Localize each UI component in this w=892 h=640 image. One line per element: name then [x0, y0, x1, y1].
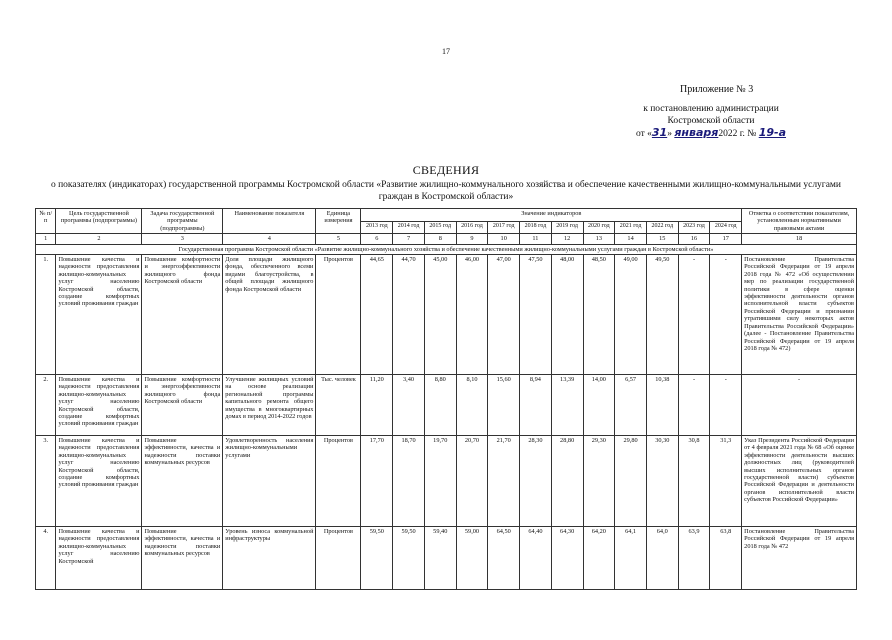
- decree-line-2: Костромской области: [667, 116, 755, 126]
- row-value: 8,10: [456, 375, 488, 436]
- decree-number: 19-а: [758, 126, 786, 139]
- row-value: 46,00: [456, 255, 488, 375]
- column-index: 2: [56, 234, 142, 244]
- column-index: 1: [36, 234, 56, 244]
- decree-month: января: [674, 126, 719, 139]
- row-unit: Тыс. человек: [316, 375, 361, 436]
- appendix-title: Приложение № 3: [680, 84, 754, 95]
- row-value: 17,70: [361, 436, 393, 527]
- column-index: 17: [710, 234, 742, 244]
- row-value: 59,00: [456, 527, 488, 590]
- row-goal: Повышение качества и надежности предоставления жилищно-коммунальных услуг населению Костромской: [56, 527, 142, 590]
- header-year: 2016 год: [456, 221, 488, 233]
- row-legal: Указ Президента Российской Федерации от 4 февраля 2021 года № 68 «Об оценке эффективности деятельности высших должностных лиц (руководителей высших исполнительных органов государственной власти) субъектов Российской Федерации и деятельности органов исполнительной власти субъектов Российской Федерации»: [742, 436, 857, 527]
- table-row: [36, 375, 857, 436]
- header-year: 2014 год: [393, 221, 425, 233]
- row-value: 48,50: [583, 255, 615, 375]
- decree-line-1: к постановлению администрации: [643, 104, 779, 114]
- row-unit: Процентов: [316, 255, 361, 375]
- decree-date-prefix: от «: [635, 129, 652, 139]
- row-num: 4.: [36, 527, 56, 590]
- row-value: 14,00: [583, 375, 615, 436]
- header-year: 2018 год: [520, 221, 552, 233]
- column-index: 6: [361, 234, 393, 244]
- row-value: 64,20: [583, 527, 615, 590]
- decree-date-line: [626, 127, 796, 140]
- row-value: 10,38: [646, 375, 678, 436]
- row-value: -: [678, 375, 710, 436]
- header-values-group: Значение индикаторов: [361, 209, 742, 222]
- column-index: 8: [424, 234, 456, 244]
- row-value: -: [678, 255, 710, 375]
- column-index: 5: [316, 234, 361, 244]
- row-value: 49,50: [646, 255, 678, 375]
- row-value: 6,57: [615, 375, 647, 436]
- row-value: 8,94: [520, 375, 552, 436]
- row-value: 64,40: [520, 527, 552, 590]
- column-index: 14: [615, 234, 647, 244]
- table-row: [36, 527, 857, 590]
- header-year: 2021 год: [615, 221, 647, 233]
- header-num: № п/п: [36, 209, 56, 234]
- header-year: 2015 год: [424, 221, 456, 233]
- column-index: 18: [742, 234, 857, 244]
- row-value: 8,80: [424, 375, 456, 436]
- column-index: 4: [223, 234, 316, 244]
- decree-reference: [626, 103, 796, 140]
- row-legal: Постановление Правительства Российской Федерации от 19 апреля 2018 года № 472: [742, 527, 857, 590]
- row-value: 59,50: [361, 527, 393, 590]
- row-value: 29,80: [615, 436, 647, 527]
- column-index-row: [36, 234, 857, 244]
- row-indicator: Удовлетворенность населения жилищно-коммунальными услугами: [223, 436, 316, 527]
- row-num: 3.: [36, 436, 56, 527]
- header-indicator: Наименование показателя: [223, 209, 316, 234]
- row-value: 63,9: [678, 527, 710, 590]
- column-index: 3: [142, 234, 223, 244]
- row-value: 13,39: [551, 375, 583, 436]
- row-goal: Повышение качества и надежности предоставления жилищно-коммунальных услуг населению Костромской области, создание комфортных условий проживания граждан: [56, 375, 142, 436]
- row-value: 18,70: [393, 436, 425, 527]
- header-year: 2020 год: [583, 221, 615, 233]
- header-unit: Единица измерения: [316, 209, 361, 234]
- document-title: СВЕДЕНИЯ: [412, 163, 480, 177]
- header-year: 2022 год: [646, 221, 678, 233]
- row-value: -: [710, 375, 742, 436]
- row-task: Повышение эффективности, качества и надежности поставки коммунальных ресурсов: [142, 527, 223, 590]
- decree-year: 2022 г. №: [718, 129, 757, 139]
- column-index: 15: [646, 234, 678, 244]
- row-task: Повышение комфортности и энергоэффективности жилищного фонда Костромской области: [142, 375, 223, 436]
- row-value: 64,1: [615, 527, 647, 590]
- column-index: 9: [456, 234, 488, 244]
- header-year: 2019 год: [551, 221, 583, 233]
- row-num: 2.: [36, 375, 56, 436]
- row-value: 59,40: [424, 527, 456, 590]
- column-index: 16: [678, 234, 710, 244]
- row-value: 59,50: [393, 527, 425, 590]
- row-legal: -: [742, 375, 857, 436]
- section-row: [36, 244, 857, 254]
- row-value: 64,0: [646, 527, 678, 590]
- header-year: 2024 год: [710, 221, 742, 233]
- table-row: [36, 255, 857, 375]
- row-value: 45,00: [424, 255, 456, 375]
- column-index: 12: [551, 234, 583, 244]
- row-value: 49,00: [615, 255, 647, 375]
- row-value: 15,60: [488, 375, 520, 436]
- row-value: 29,30: [583, 436, 615, 527]
- header-year: 2013 год: [361, 221, 393, 233]
- row-value: 11,20: [361, 375, 393, 436]
- row-task: Повышение комфортности и энергоэффективности жилищного фонда Костромской области: [142, 255, 223, 375]
- column-index: 10: [488, 234, 520, 244]
- row-value: 31,3: [710, 436, 742, 527]
- row-value: 30,30: [646, 436, 678, 527]
- row-value: 19,70: [424, 436, 456, 527]
- indicators-table: [35, 208, 857, 590]
- column-index: 13: [583, 234, 615, 244]
- document-heading: [40, 163, 852, 203]
- header-year: 2017 год: [488, 221, 520, 233]
- row-value: 28,30: [520, 436, 552, 527]
- table-row: [36, 436, 857, 527]
- column-index: 7: [393, 234, 425, 244]
- row-goal: Повышение качества и надежности предоставления жилищно-коммунальных услуг населению Костромской области, создание комфортных условий проживания граждан: [56, 255, 142, 375]
- row-value: 48,00: [551, 255, 583, 375]
- row-value: 47,50: [520, 255, 552, 375]
- row-indicator: Уровень износа коммунальной инфраструктуры: [223, 527, 316, 590]
- decree-day: 31: [651, 126, 668, 139]
- row-value: 21,70: [488, 436, 520, 527]
- document-subtitle: о показателях (индикаторах) государственной программы Костромской области «Развитие жилищно-коммунального хозяйства и обеспечение качественными жилищно-коммунальными услугами граждан в Костромской области»: [50, 180, 842, 202]
- row-unit: Процентов: [316, 436, 361, 527]
- page-number: 17: [442, 47, 450, 56]
- row-indicator: Улучшение жилищных условий на основе реализации региональной программы капитального ремонта общего имущества в многоквартирных домах в период 2014-2022 годов: [223, 375, 316, 436]
- header-goal: Цель государственной программы (подпрограммы): [56, 209, 142, 234]
- row-value: 63,8: [710, 527, 742, 590]
- decree-date-mid: »: [667, 129, 672, 139]
- row-goal: Повышение качества и надежности предоставления жилищно-коммунальных услуг населению Костромской области, создание комфортных условий проживания граждан: [56, 436, 142, 527]
- header-year: 2023 год: [678, 221, 710, 233]
- header-row-1: [36, 209, 857, 222]
- row-value: 44,65: [361, 255, 393, 375]
- row-value: 28,80: [551, 436, 583, 527]
- row-num: 1.: [36, 255, 56, 375]
- row-value: 64,50: [488, 527, 520, 590]
- row-value: 30,8: [678, 436, 710, 527]
- row-indicator: Доля площади жилищного фонда, обеспеченного всеми видами благоустройства, в общей площади жилищного фонда Костромской области: [223, 255, 316, 375]
- row-unit: Процентов: [316, 527, 361, 590]
- row-value: 44,70: [393, 255, 425, 375]
- row-value: 3,40: [393, 375, 425, 436]
- row-value: -: [710, 255, 742, 375]
- row-value: 47,00: [488, 255, 520, 375]
- row-legal: Постановление Правительства Российской Федерации от 19 апреля 2018 года № 472 «Об осуществлении мер по реализации государственной политики в сфере оценки эффективности деятельности органов исполнительной власти субъектов Российской Федерации и признании утратившими силу некоторых актов Правительства Российской Федерации» (далее - Постановление Правительства Российской Федерации от 19 апреля 2018 года № 472): [742, 255, 857, 375]
- row-task: Повышение эффективности, качества и надежности поставки коммунальных ресурсов: [142, 436, 223, 527]
- column-index: 11: [520, 234, 552, 244]
- row-value: 64,30: [551, 527, 583, 590]
- header-legal: Отметка о соответствии показателям, установленным нормативными правовыми актами: [742, 209, 857, 234]
- section-title: Государственная программа Костромской области «Развитие жилищно-коммунального хозяйства и обеспечение качественными жилищно-коммунальными услугами граждан в Костромской области»: [36, 244, 857, 254]
- row-value: 20,70: [456, 436, 488, 527]
- header-task: Задача государственной программы (подпрограммы): [142, 209, 223, 234]
